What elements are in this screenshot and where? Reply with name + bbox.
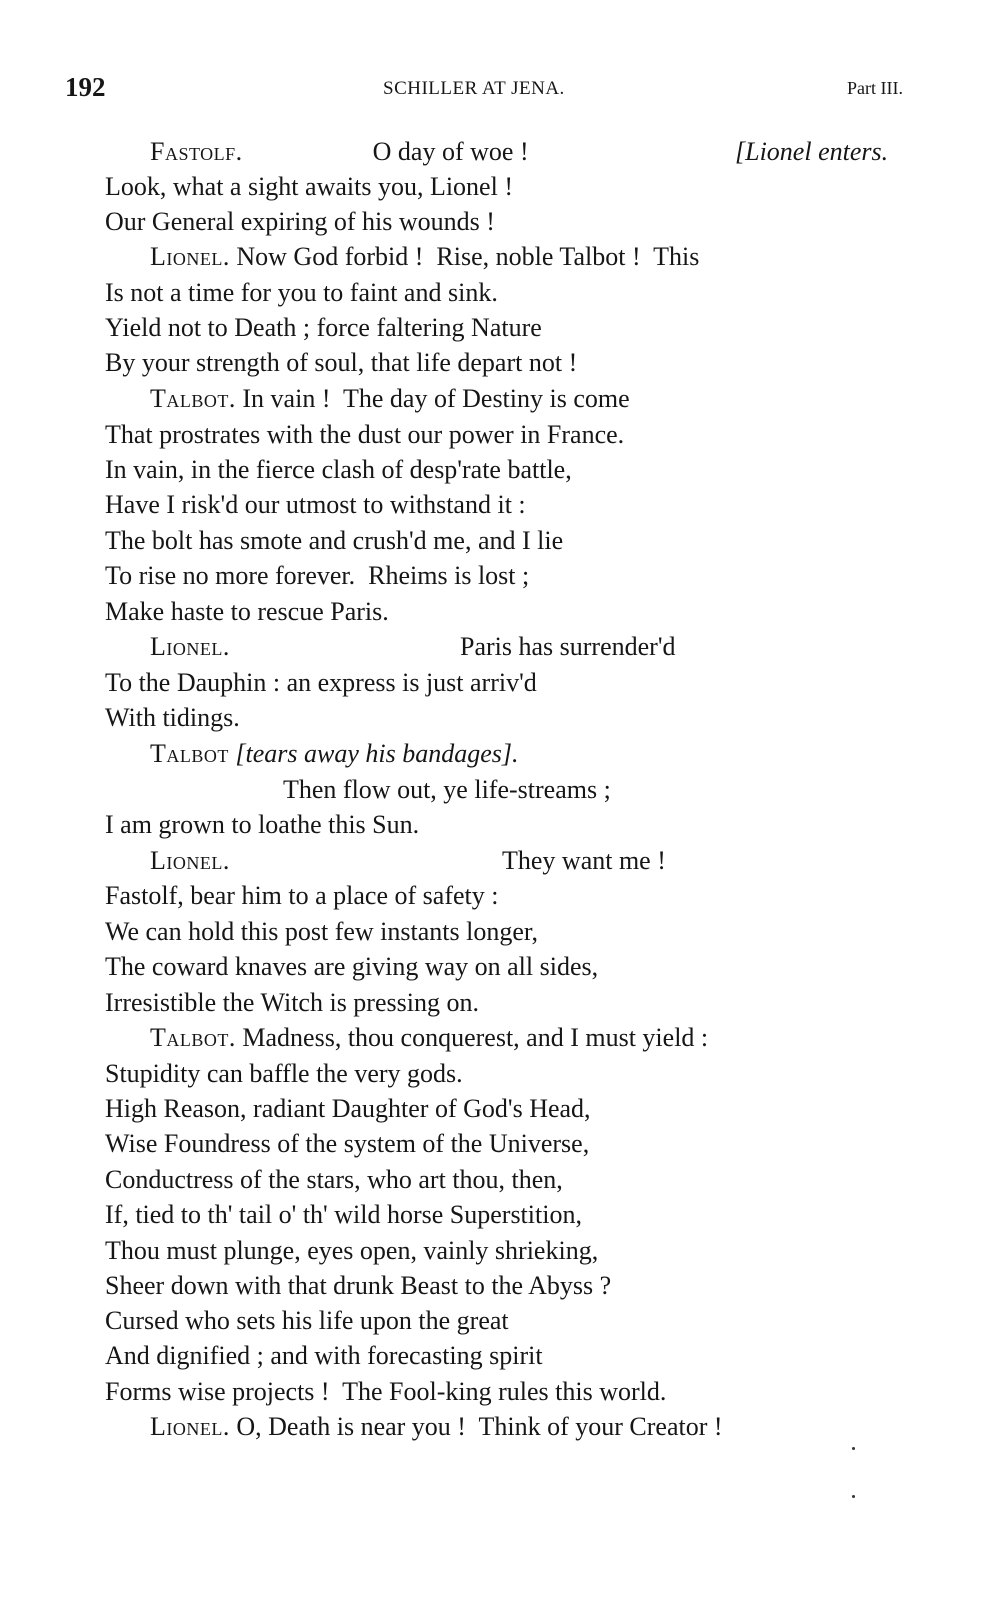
verse-line — [150, 1023, 708, 1053]
verse-line: Yield not to Death ; force faltering Nature — [105, 313, 542, 342]
verse-line — [150, 846, 230, 876]
verse-line: Make haste to rescue Paris. — [105, 597, 389, 626]
verse-line: Is not a time for you to faint and sink. — [105, 278, 498, 307]
line-text: Paris has surrender'd — [460, 632, 676, 661]
speaker-name: Lionel. — [150, 242, 230, 271]
verse-line: With tidings. — [105, 703, 240, 732]
line-text: They want me ! — [502, 846, 666, 875]
verse-line: Our General expiring of his wounds ! — [105, 207, 495, 236]
verse-line — [150, 137, 529, 167]
verse-line: Stupidity can baffle the very gods. — [105, 1059, 463, 1088]
speaker-name: Talbot. — [150, 1023, 236, 1052]
speaker-name: Lionel. — [150, 846, 230, 875]
page-speck — [852, 1495, 855, 1498]
verse-line — [150, 739, 519, 769]
running-header — [0, 72, 1000, 112]
verse-line: That prostrates with the dust our power in France. — [105, 420, 625, 449]
verse-line: And dignified ; and with forecasting spirit — [105, 1341, 543, 1370]
verse-line: High Reason, radiant Daughter of God's Head, — [105, 1094, 591, 1123]
speaker-name: Lionel. — [150, 632, 230, 661]
verse-line: By your strength of soul, that life depart not ! — [105, 348, 578, 377]
line-text: In vain ! The day of Destiny is come — [242, 384, 630, 413]
verse-line: Have I risk'd our utmost to withstand it : — [105, 490, 526, 519]
speaker-name: Talbot — [150, 739, 229, 768]
speaker-name: Talbot. — [150, 384, 236, 413]
verse-line: To the Dauphin : an express is just arriv'd — [105, 668, 537, 697]
verse-line — [150, 1412, 723, 1442]
page-number: 192 — [65, 72, 106, 102]
verse-line: Conductress of the stars, who art thou, then, — [105, 1165, 563, 1194]
speaker-name: Fastolf. — [150, 137, 243, 166]
verse-line: The bolt has smote and crush'd me, and I lie — [105, 526, 564, 555]
verse-line — [150, 632, 230, 662]
speaker-name: Lionel. — [150, 1412, 230, 1441]
verse-line: In vain, in the fierce clash of desp'rate battle, — [105, 455, 572, 484]
part-label: Part III. — [847, 78, 903, 98]
verse-line: Look, what a sight awaits you, Lionel ! — [105, 172, 513, 201]
verse-line: Irresistible the Witch is pressing on. — [105, 988, 479, 1017]
verse-line: Fastolf, bear him to a place of safety : — [105, 881, 499, 910]
verse-line — [150, 384, 630, 414]
verse-line: I am grown to loathe this Sun. — [105, 810, 420, 839]
verse-line: Thou must plunge, eyes open, vainly shrieking, — [105, 1236, 599, 1265]
line-text: Now God forbid ! Rise, noble Talbot ! This — [236, 242, 700, 271]
verse-line: To rise no more forever. Rheims is lost ; — [105, 561, 530, 590]
verse-line: If, tied to th' tail o' th' wild horse Superstition, — [105, 1200, 582, 1229]
page-speck — [852, 1447, 855, 1450]
verse-line: The coward knaves are giving way on all sides, — [105, 952, 599, 981]
verse-line: Sheer down with that drunk Beast to the Abyss ? — [105, 1271, 612, 1300]
verse-line: Then flow out, ye life-streams ; — [283, 775, 611, 804]
verse-line — [150, 242, 699, 272]
line-text: Madness, thou conquerest, and I must yield : — [242, 1023, 709, 1052]
stage-direction: [Lionel enters. — [735, 137, 889, 166]
line-text: O day of woe ! — [372, 137, 529, 166]
line-text: O, Death is near you ! Think of your Creator ! — [236, 1412, 723, 1441]
running-title: SCHILLER AT JENA. — [383, 78, 565, 99]
verse-line: Cursed who sets his life upon the great — [105, 1306, 509, 1335]
stage-direction: [tears away his bandages]. — [235, 739, 519, 768]
verse-line: Wise Foundress of the system of the Universe, — [105, 1129, 590, 1158]
verse-line: Forms wise projects ! The Fool-king rules this world. — [105, 1377, 667, 1406]
verse-line: We can hold this post few instants longer, — [105, 917, 539, 946]
